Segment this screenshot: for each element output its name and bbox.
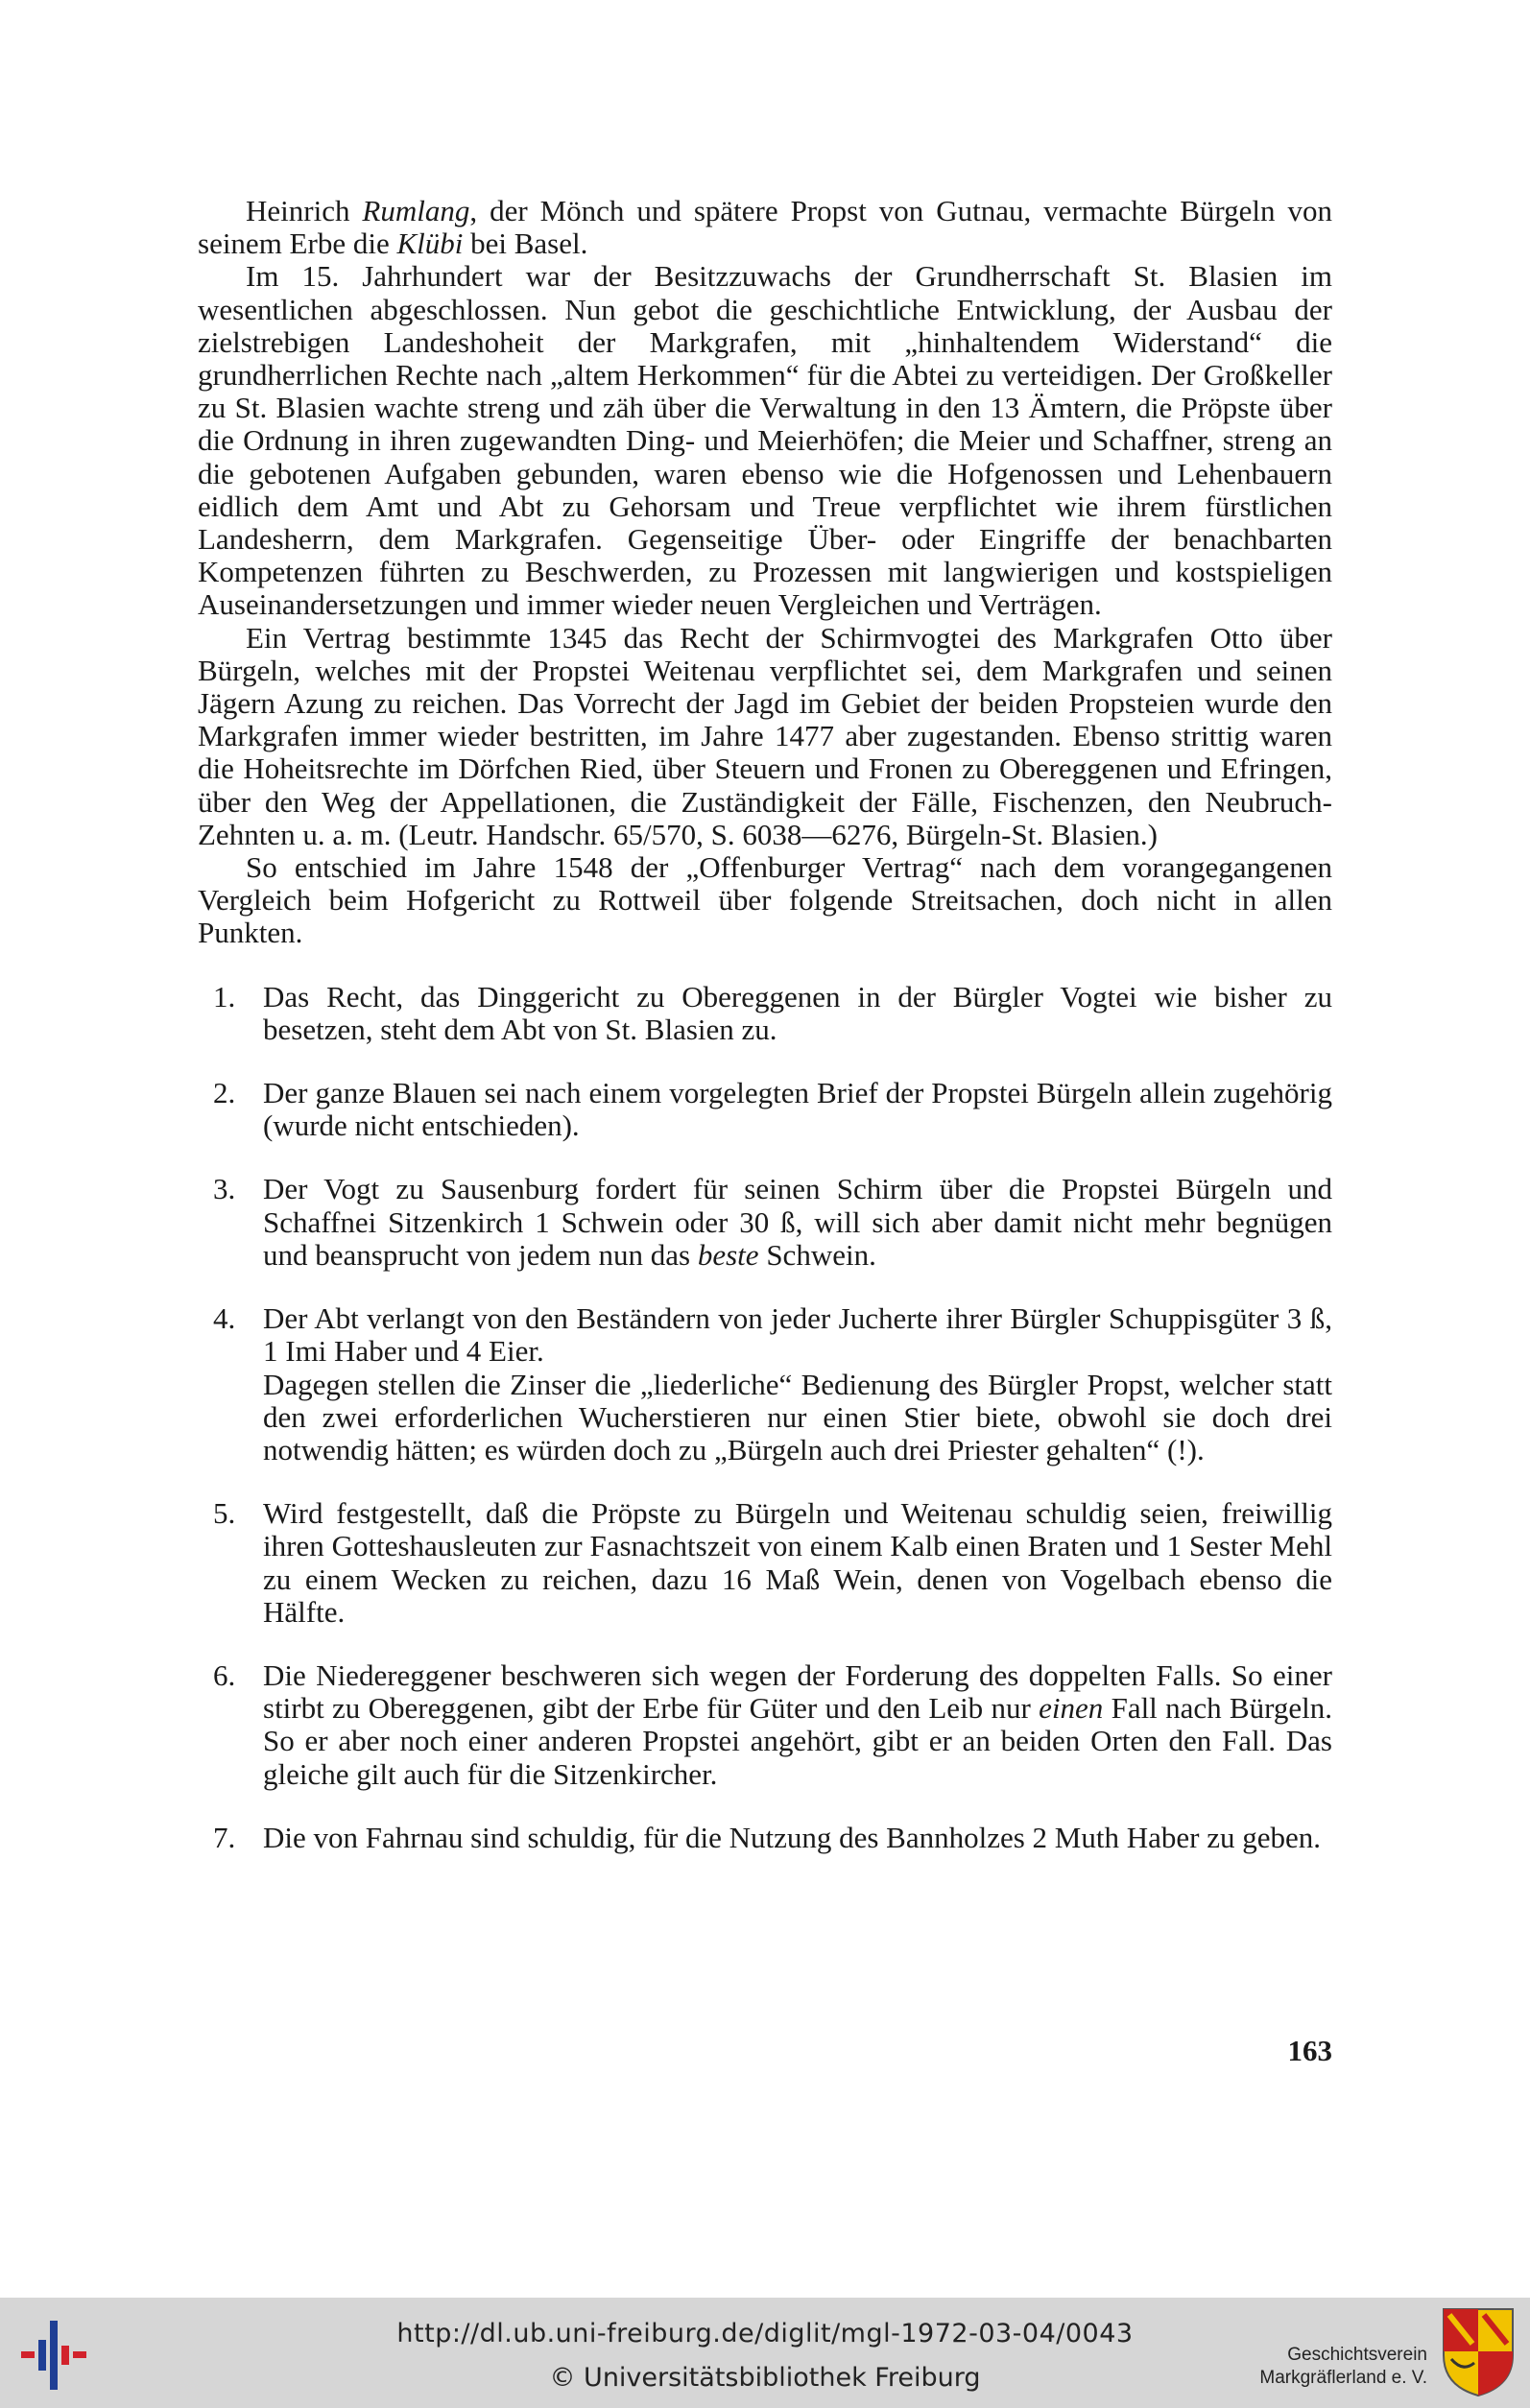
coat-of-arms-icon <box>1440 2305 1517 2397</box>
list-number: 2. <box>213 1076 236 1110</box>
list-number: 4. <box>213 1301 236 1336</box>
page-number: 163 <box>1287 2034 1332 2067</box>
paragraph-3: Ein Vertrag bestimmte 1345 das Recht der Schirmvogtei des Markgrafen Otto über Bürgeln, welches mit der Propstei Weitenau verpflichtet sei, dem Markgrafen und seinen Jägern Azung zu reichen. Das Vorrecht der Jagd im Gebiet der beiden Propsteien wurde den Markgrafen immer wieder bestritten, im Jahre 1477 aber zugestanden. Ebenso strittig waren die Hoheitsrechte im Dörfchen Ried, über Steuern und Fronen zu Obereggenen und Efringen, über den Weg der Appellationen, die Zuständigkeit der Fälle, Fischenzen, den Neubruch-Zehnten u. a. m. (Leutr. Handschr. 65/570, S. 6038—6276, Bürgeln-St. Blasien.) <box>198 620 1332 851</box>
list-number: 7. <box>213 1820 236 1854</box>
list-item: 2. Der ganze Blauen sei nach einem vorgelegten Brief der Propstei Bürgeln allein zugehörig (wurde nicht entschieden). <box>213 1076 1332 1143</box>
list-number: 1. <box>213 979 236 1013</box>
list-item: 4. Der Abt verlangt von den Beständern von jeder Jucherte ihrer Bürgler Schuppisgüter 3 ß, 1 Imi Haber und 4 Eier. Dagegen stellen die Zinser die „liederliche“ Bedienung des Bürgler Propst, welcher statt den zwei erforderlichen Wucherstieren nur einen Stier biete, obwohl sie doch drei notwendig hätten; es würden doch zu „Bürgeln auch drei Priester gehalten“ (!). <box>213 1301 1332 1466</box>
copyright-notice: © Universitätsbibliothek Freiburg <box>549 2363 981 2393</box>
list-number: 5. <box>213 1496 236 1531</box>
society-name: Geschichtsverein Markgräflerland e. V. <box>1259 2345 1427 2388</box>
list-item: 3. Der Vogt zu Sausenburg fordert für seinen Schirm über die Propstei Bürgeln und Schaffnei Sitzenkirch 1 Schwein oder 30 ß, will sich aber damit nicht mehr begnügen und beansprucht von jedem nun das beste Schwein. <box>213 1172 1332 1272</box>
permalink-url[interactable]: http://dl.ub.uni-freiburg.de/diglit/mgl-1972-03-04/0043 <box>396 2319 1134 2348</box>
list-item: 5. Wird festgestellt, daß die Pröpste zu Bürgeln und Weitenau schuldig seien, freiwillig ihren Gotteshausleuten zur Fasnachtszeit von einem Kalb einen Braten und 1 Sester Mehl zu einem Wecken zu reichen, dazu 16 Maß Wein, denen von Vogelbach ebenso die Hälfte. <box>213 1496 1332 1629</box>
paragraph-2: Im 15. Jahrhundert war der Besitzzuwachs der Grundherrschaft St. Blasien im wesentlichen abgeschlossen. Nun gebot die geschichtliche Entwicklung, der Ausbau der zielstrebigen Landeshoheit der Markgrafen, mit „hinhaltendem Widerstand“ die grundherrlichen Rechte nach „altem Herkommen“ für die Abtei zu verteidigen. Der Großkeller zu St. Blasien wachte streng und zäh über die Verwaltung in den 13 Ämtern, die Pröpste über die Ordnung in ihren zugewandten Ding- und Meierhöfen; die Meier und Schaffner, streng an die gebotenen Aufgaben gebunden, waren ebenso wie die Hofgenossen und Lehenbauern eidlich dem Amt und Abt zu Gehorsam und Treue verpflichtet wie ihrem fürstlichen Landesherrn, dem Markgrafen. Gegenseitige Über- oder Eingriffe der benachbarten Kompetenzen führten zu Beschwerden, zu Prozessen mit langwierigen und kostspieligen Auseinandersetzungen und immer wieder neuen Vergleichen und Verträgen. <box>198 259 1332 622</box>
list-number: 6. <box>213 1657 236 1692</box>
list-number: 3. <box>213 1172 236 1206</box>
list-item: 1. Das Recht, das Dinggericht zu Obereggenen in der Bürgler Vogtei wie bisher zu besetzen, steht dem Abt von St. Blasien zu. <box>213 979 1332 1046</box>
paragraph-1: Heinrich Rumlang, der Mönch und spätere Propst von Gutnau, vermachte Bürgeln von seinem Erbe die Klübi bei Basel. <box>198 194 1332 261</box>
body-text <box>198 195 1332 1885</box>
numbered-list <box>198 981 1332 1854</box>
list-item: 7. Die von Fahrnau sind schuldig, für die Nutzung des Bannholzes 2 Muth Haber zu geben. <box>213 1820 1321 1854</box>
footer-bar <box>0 2298 1530 2408</box>
list-item: 6. Die Niedereggener beschweren sich wegen der Forderung des doppelten Falls. So einer stirbt zu Obereggenen, gibt der Erbe für Güter und den Leib nur einen Fall nach Bürgeln. So er aber noch einer anderen Propstei angehört, gibt er an beiden Orten den Fall. Das gleiche gilt auch für die Sitzenkircher. <box>213 1657 1332 1791</box>
paragraph-4: So entschied im Jahre 1548 der „Offenburger Vertrag“ nach dem vorangegangenen Vergleich beim Hofgericht zu Rottweil über folgende Streitsachen, doch nicht in allen Punkten. <box>198 850 1332 950</box>
